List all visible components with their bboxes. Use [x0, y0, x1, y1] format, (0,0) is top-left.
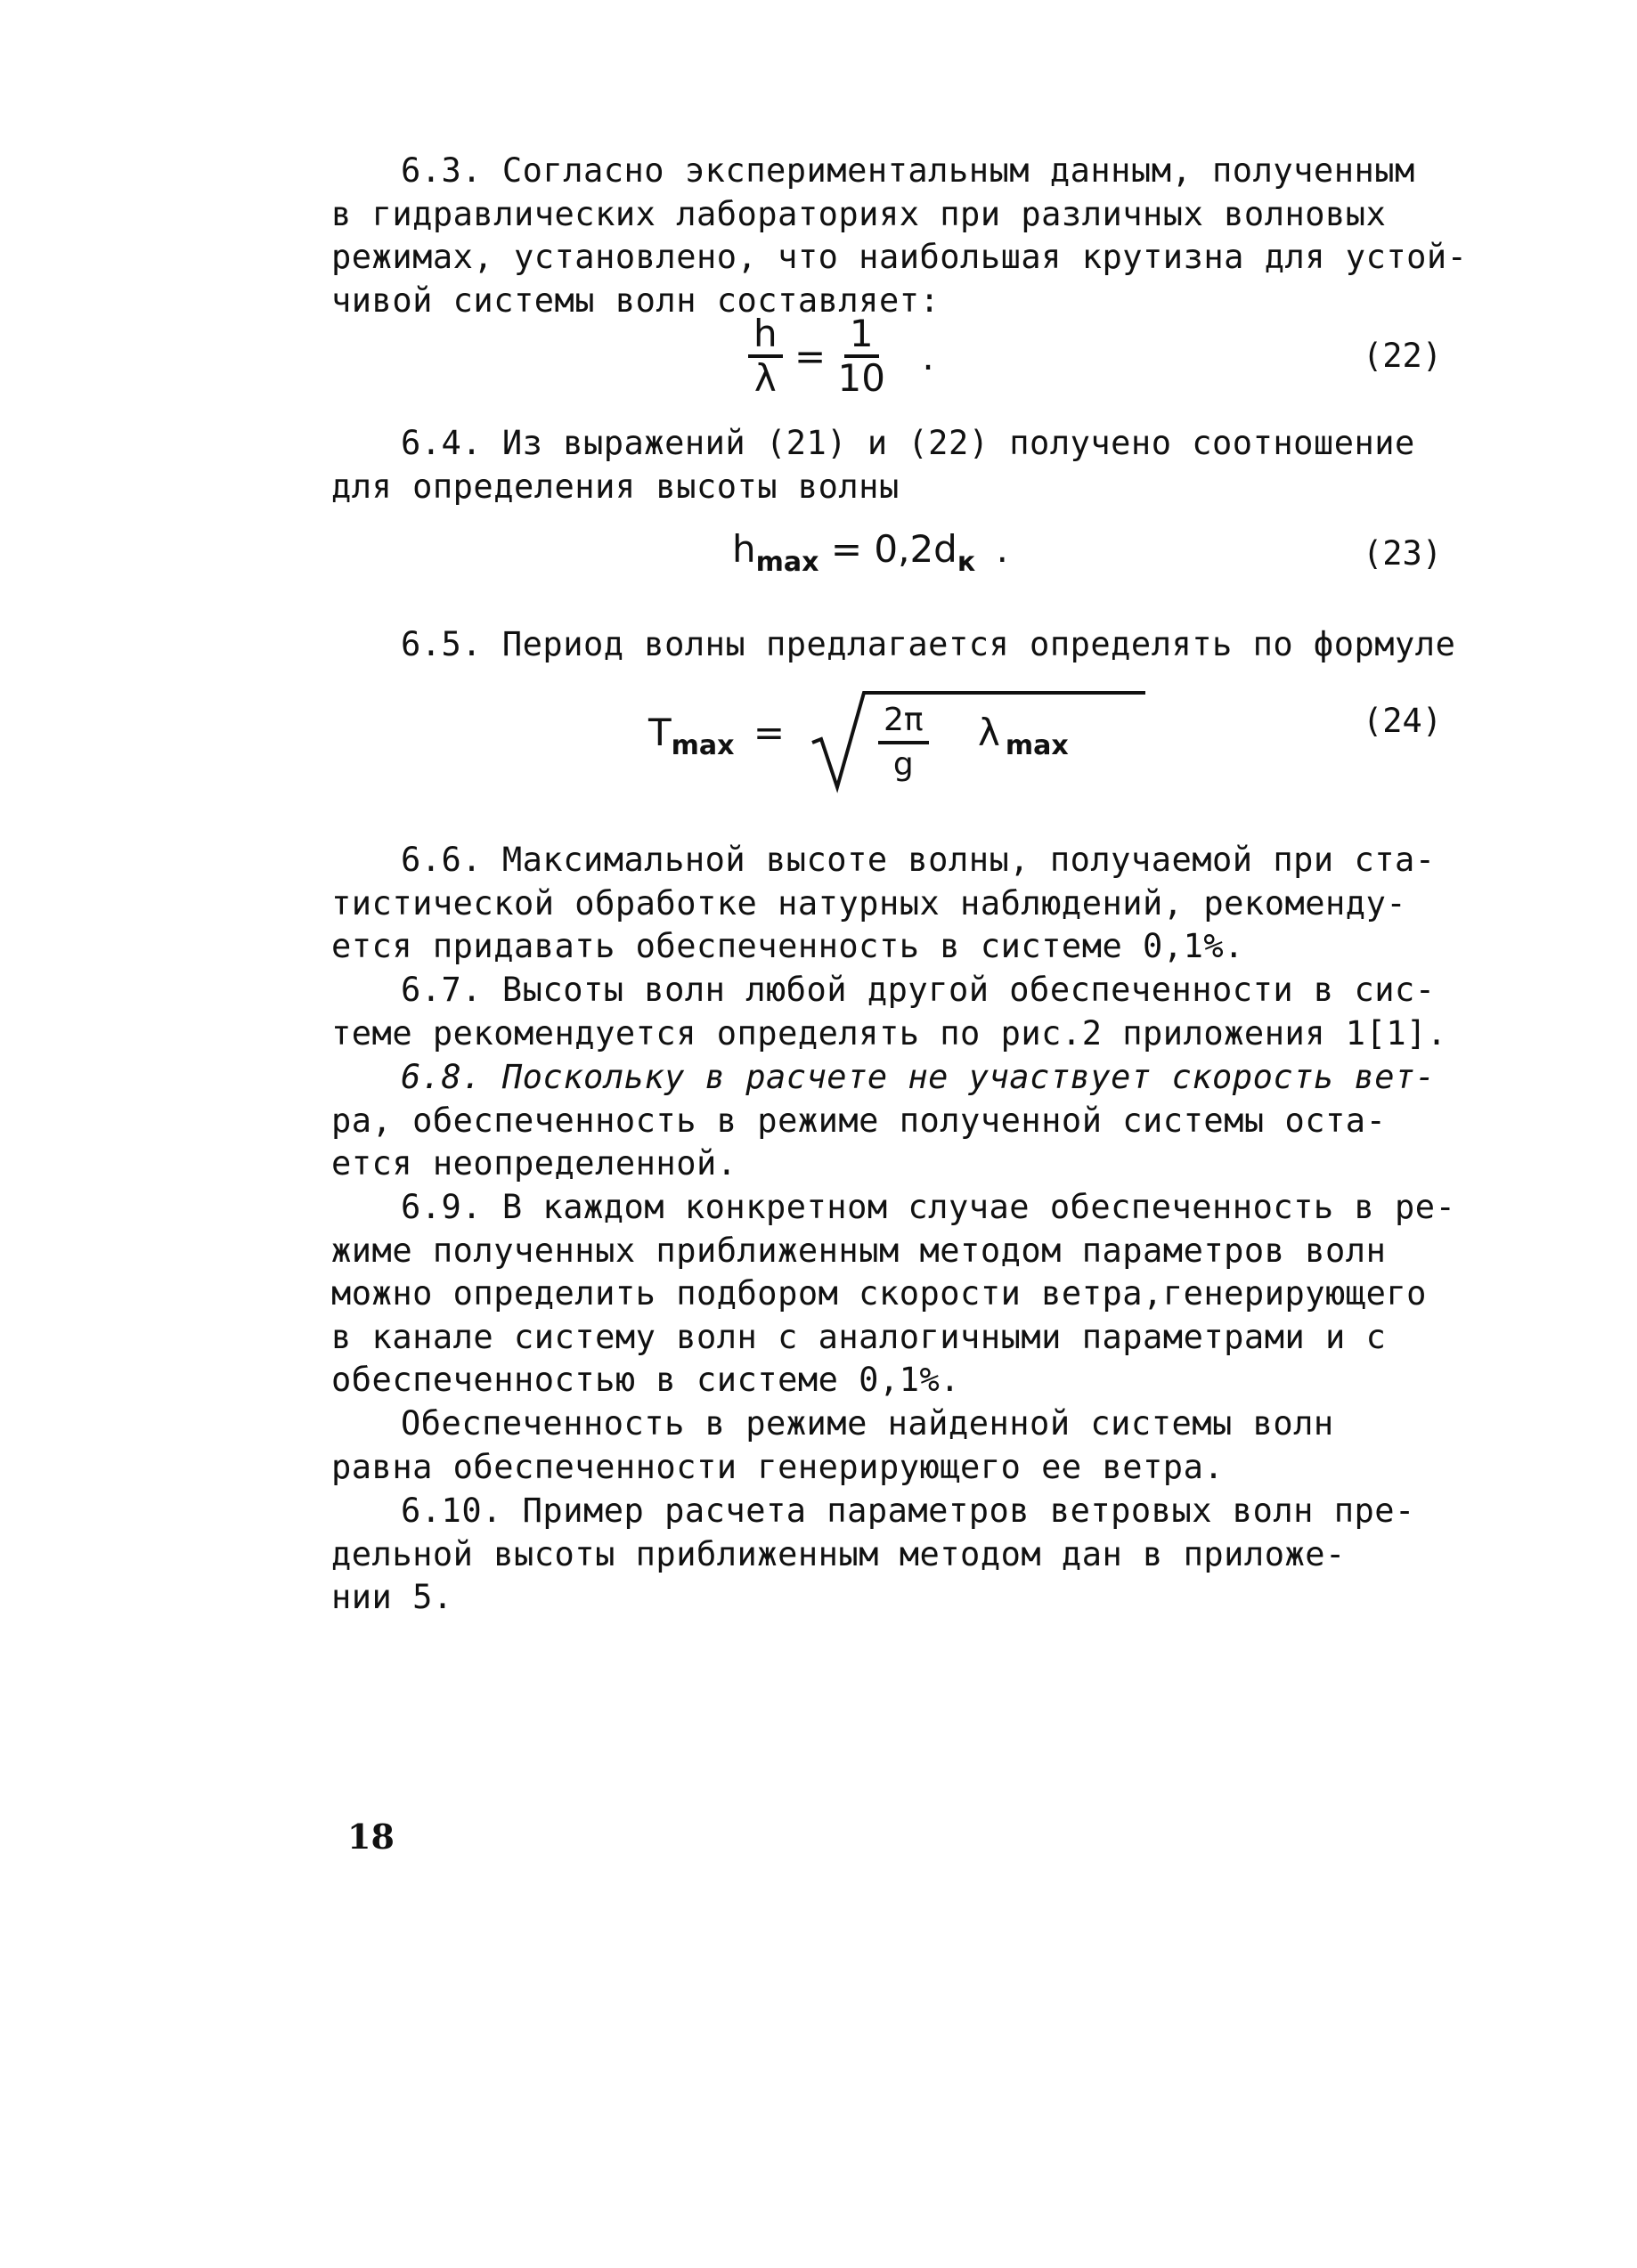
- text-line: равна обеспеченности генерирующего ее ветра.: [331, 1447, 1225, 1486]
- text-line: ется придавать обеспеченность в системе 0,1%.: [331, 927, 1244, 965]
- paragraph-6-6: [331, 839, 1489, 969]
- text-line: чивой системы волн составляет:: [331, 280, 941, 320]
- text-line: обеспеченностью в системе 0,1%.: [331, 1361, 961, 1399]
- page-number: 18: [347, 1817, 395, 1857]
- text-line: 6.5. Период волны предлагается определять по формуле: [401, 625, 1456, 663]
- text-line: 6.3. Согласно экспериментальным данным, полученным: [401, 151, 1415, 190]
- formula-24: [648, 687, 1147, 794]
- paragraph-6-7: [331, 969, 1489, 1055]
- text-line: режимах, установлено, что наибольшая крутизна для устой-: [331, 238, 1468, 276]
- paragraph-conclusion: [331, 1402, 1489, 1489]
- text-line: жиме полученных приближенным методом параметров волн: [331, 1231, 1387, 1270]
- text-line: тистической обработке натурных наблюдений, рекоменду-: [331, 883, 1407, 923]
- fraction-h-over-lambda: [748, 313, 783, 399]
- text-line: в канале систему волн с аналогичными параметрами и с: [331, 1317, 1387, 1356]
- text-line: 6.4. Из выражений (21) и (22) получено соотношение: [401, 424, 1415, 462]
- h-symbol: h: [732, 527, 756, 571]
- denominator: λ: [753, 356, 777, 400]
- text-line: 6.9. В каждом конкретном случае обеспеченность в ре-: [401, 1188, 1456, 1226]
- formula-period: .: [922, 334, 934, 378]
- fraction-2pi-over-g: [878, 700, 929, 785]
- text-line: можно определить подбором скорости ветра,генерирующего: [331, 1274, 1427, 1313]
- subscript-k: к: [957, 547, 976, 578]
- denominator: 10: [837, 356, 885, 400]
- text-line: теме рекомендуется определять по рис.2 приложения 1[1].: [331, 1013, 1447, 1053]
- equation-number-23: (23): [1363, 534, 1443, 573]
- equation-number-24: (24): [1363, 702, 1443, 740]
- text-line: Обеспеченность в режиме найденной системы волн: [401, 1404, 1334, 1443]
- denominator: g: [892, 746, 914, 783]
- paragraph-6-5: [331, 623, 1489, 667]
- fraction-one-tenth: [838, 313, 885, 399]
- paragraph-6-4: [331, 422, 1489, 508]
- formula-22: $\frac{h}{\lambda}$ = $\frac{1}{10}$ .: [748, 313, 934, 399]
- text-line: для определения высоты волны: [331, 467, 900, 506]
- equation-number-22: (22): [1363, 337, 1443, 375]
- paragraph-6-3: [331, 150, 1489, 322]
- paragraph-6-10: [331, 1490, 1489, 1620]
- text-line: 6.10. Пример расчета параметров ветровых волн пре-: [401, 1492, 1415, 1530]
- text-line: в гидравлических лабораториях при различных волновых: [331, 194, 1387, 233]
- paragraph-6-9: [331, 1186, 1489, 1402]
- text-line: ра, обеспеченность в режиме полученной системы оста-: [331, 1101, 1387, 1140]
- paragraph-6-8: [331, 1056, 1489, 1186]
- text-line: 6.8. Поскольку в расчете не участвует скорость вет-: [401, 1058, 1436, 1096]
- numerator: h: [748, 313, 783, 358]
- formula-23: [732, 527, 1008, 578]
- text-line: 6.7. Высоты волн любой другой обеспеченности в сис-: [401, 971, 1436, 1009]
- formula-rhs: = 0,2d: [830, 527, 957, 571]
- t-symbol: $T_{max}$ =: [648, 711, 786, 761]
- text-line: 6.6. Максимальной высоте волны, получаемой при ста-: [401, 841, 1436, 879]
- text-line: ется неопределенной.: [331, 1144, 737, 1183]
- numerator: 1: [844, 313, 879, 358]
- numerator: 2π: [878, 700, 929, 744]
- text-line: дельной высоты приближенным методом дан в приложе-: [331, 1534, 1346, 1573]
- text-line: нии 5.: [331, 1578, 453, 1616]
- subscript-max: max: [755, 547, 819, 578]
- lambda-max: λ $_{max}$: [978, 711, 1069, 761]
- formula-period: .: [996, 527, 1008, 571]
